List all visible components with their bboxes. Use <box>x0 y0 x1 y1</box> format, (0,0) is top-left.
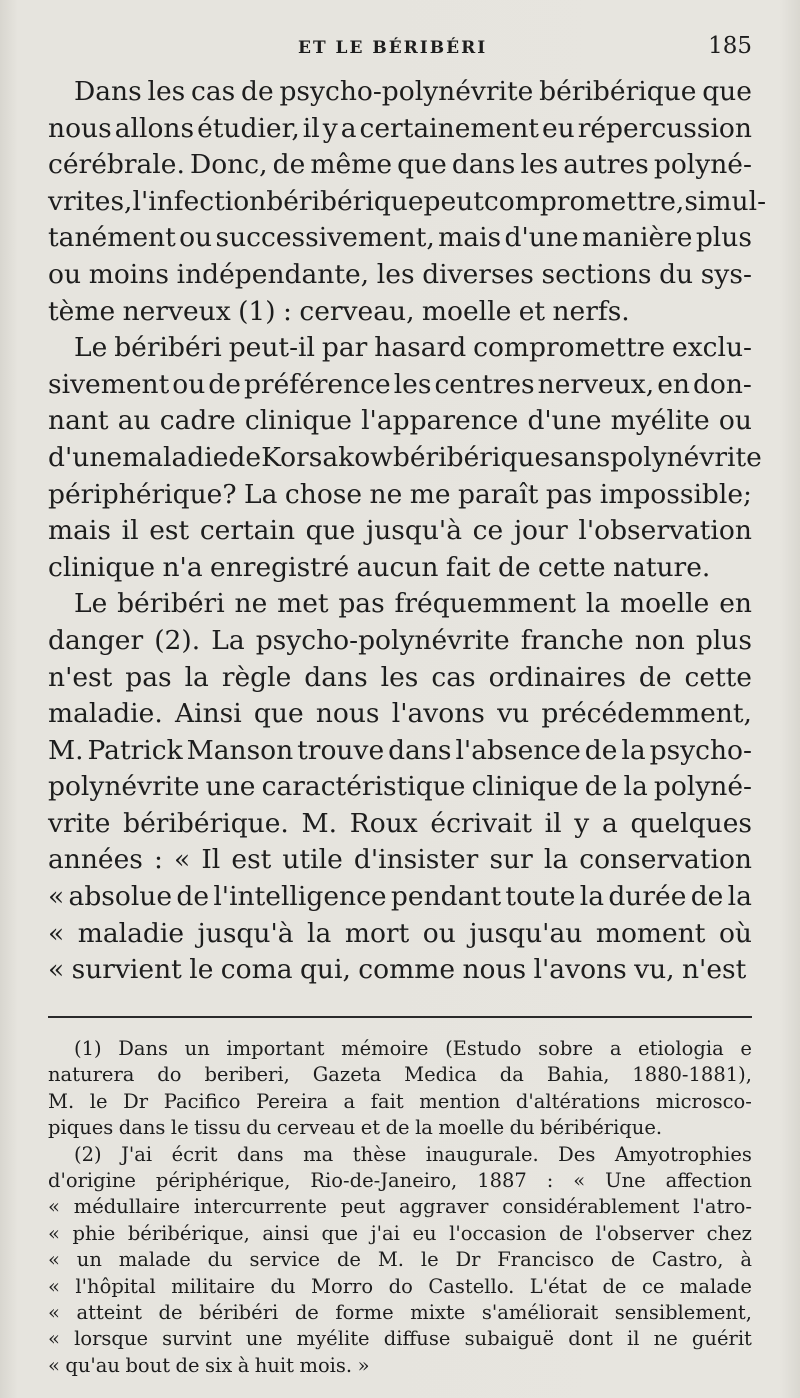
text-line: piques dans le tissu du cerveau et de la moelle du béribérique. <box>48 1116 663 1140</box>
text-line: maladie. Ainsi que nous l'avons vu précédemment, <box>48 698 752 730</box>
text-line: « absolue de l'intelligence pendant toute la durée de la <box>48 881 752 913</box>
text-line: « lorsque survint une myélite diffuse subaiguë dont il ne guérit <box>48 1327 752 1351</box>
text-line: ou moins indépendante, les diverses sections du sys- <box>48 258 752 290</box>
text-line: « médullaire intercurrente peut aggraver considérablement l'atro- <box>48 1195 752 1219</box>
text-line: tanément ou successivement, mais d'une manière plus <box>48 222 752 254</box>
text-line: danger (2). La psycho-polynévrite franche non plus <box>48 624 752 656</box>
text-line: vrite béribérique. M. Roux écrivait il y a quelques <box>48 807 752 839</box>
running-head: ET LE BÉRIBÉRI <box>298 38 488 58</box>
text-line: d'origine périphérique, Rio-de-Janeiro, 1887 : « Une affection <box>48 1168 752 1192</box>
footnote <box>48 1142 752 1380</box>
text-line: périphérique? La chose ne me paraît pas impossible; <box>48 478 752 510</box>
footnotes <box>48 1036 752 1379</box>
text-line: mais il est certain que jusqu'à ce jour l'observation <box>48 515 752 547</box>
text-line: M. le Dr Pacifico Pereira a fait mention d'altérations microsco- <box>48 1089 752 1113</box>
text-line: vrites, l'infection béribérique peut compromettre, simul- <box>48 185 767 217</box>
text-line: « atteint de béribéri de forme mixte s'améliorait sensiblement, <box>48 1300 752 1324</box>
text-line: « maladie jusqu'à la mort ou jusqu'au moment où <box>48 917 752 949</box>
paragraph <box>48 586 752 989</box>
text-line: n'est pas la règle dans les cas ordinaires de cette <box>48 661 752 693</box>
text-line: (1) Dans un important mémoire (Estudo sobre a etiologia e <box>74 1037 752 1060</box>
text-line: nous allons étudier, il y a certainement eu répercussion <box>48 112 752 144</box>
text-line: polynévrite une caractéristique clinique de la polyné- <box>48 771 752 803</box>
text-line: clinique n'a enregistré aucun fait de cette nature. <box>48 551 711 583</box>
text-line: Le béribéri peut-il par hasard compromettre exclu- <box>74 332 752 364</box>
footnote-separator <box>48 1016 752 1018</box>
text-line: M. Patrick Manson trouve dans l'absence de la psycho- <box>48 734 752 766</box>
text-line: années : « Il est utile d'insister sur la conservation <box>48 844 752 876</box>
body-text <box>48 74 767 989</box>
page-number: 185 <box>708 33 752 59</box>
paragraph <box>48 330 762 586</box>
text-line: « l'hôpital militaire du Morro do Castello. L'état de ce malade <box>48 1274 752 1298</box>
text-line: d'une maladie de Korsakow béribérique sans polynévrite <box>48 441 762 473</box>
text-line: « qu'au bout de six à huit mois. » <box>48 1353 370 1377</box>
text-line: nant au cadre clinique l'apparence d'une myélite ou <box>48 405 752 437</box>
paragraph <box>48 74 767 330</box>
text-line: sivement ou de préférence les centres nerveux, en don- <box>48 368 752 400</box>
footnote <box>48 1036 752 1142</box>
text-line: tème nerveux (1) : cerveau, moelle et nerfs. <box>48 295 630 327</box>
text-line: (2) J'ai écrit dans ma thèse inaugurale. Des Amyotrophies <box>74 1142 752 1166</box>
text-line: cérébrale. Donc, de même que dans les autres polyné- <box>48 149 752 181</box>
text-line: Dans les cas de psycho-polynévrite béribérique que <box>74 76 752 107</box>
text-line: « survient le coma qui, comme nous l'avons vu, n'est <box>48 954 747 986</box>
text-line: Le béribéri ne met pas fréquemment la moelle en <box>74 588 752 620</box>
text-line: « phie béribérique, ainsi que j'ai eu l'occasion de l'observer chez <box>48 1221 752 1245</box>
text-line: naturera do beriberi, Gazeta Medica da Bahia, 1880-1881), <box>48 1063 752 1087</box>
text-line: « un malade du service de M. le Dr Francisco de Castro, à <box>48 1248 752 1272</box>
